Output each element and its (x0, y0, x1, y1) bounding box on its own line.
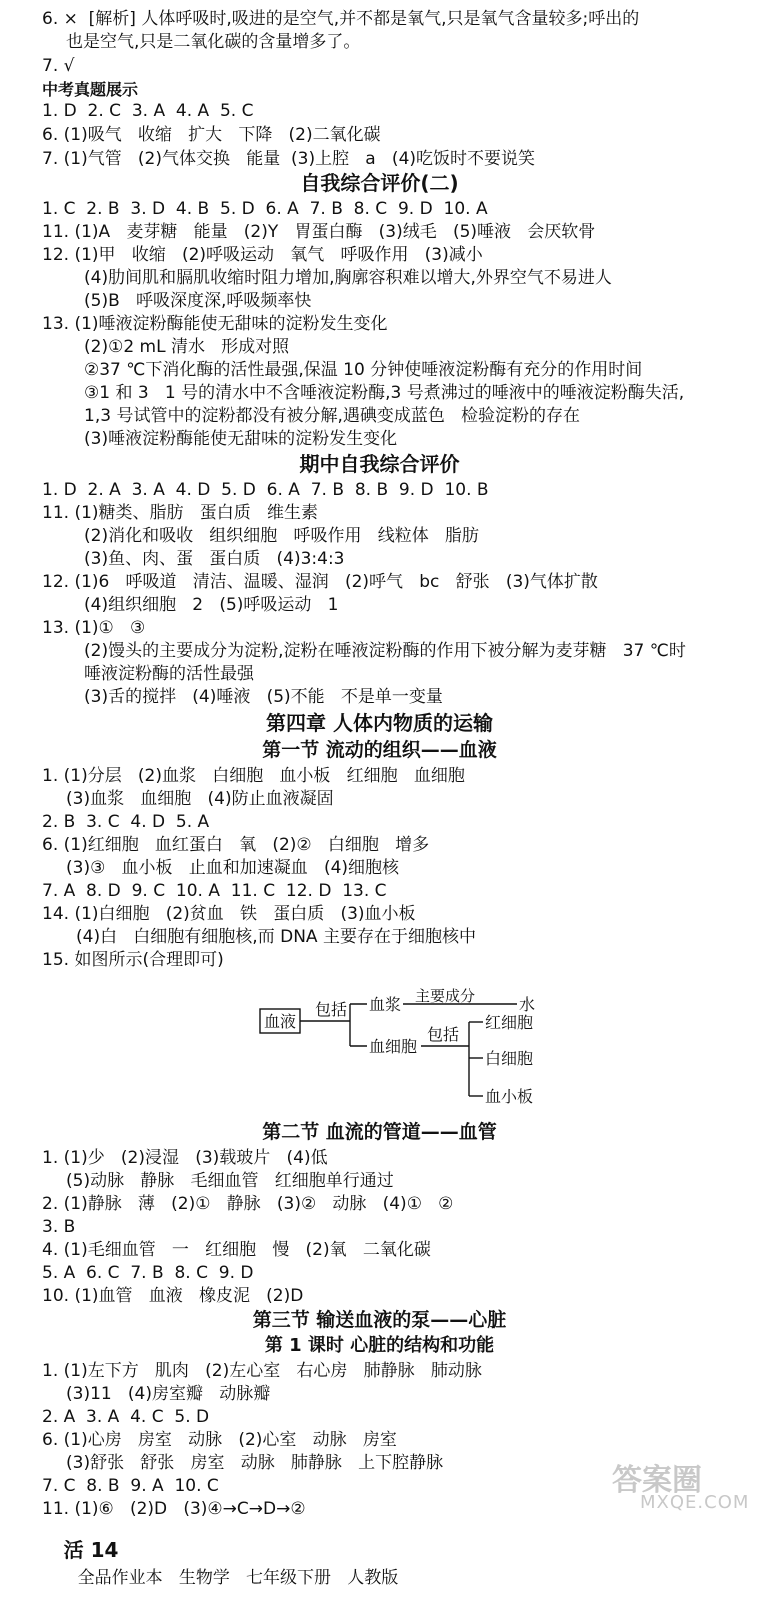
answer-line: (3)血浆 血细胞 (4)防止血液凝固 (66, 789, 334, 809)
answer-line: (5)B 呼吸深度深,呼吸频率快 (84, 291, 312, 311)
blood-composition-diagram (255, 987, 565, 1116)
watermark-logo: 答案圈 (612, 1463, 702, 1498)
answer-line: 13. (1)唾液淀粉酶能使无甜味的淀粉发生变化 (42, 314, 388, 334)
section-title: 期中自我综合评价 (299, 452, 460, 476)
section-title: 第二节 血流的管道——血管 (262, 1121, 497, 1143)
answer-line: (2)馒头的主要成分为淀粉,淀粉在唾液淀粉酶的作用下被分解为麦芽糖 37 ℃时 (84, 641, 686, 661)
answer-line: 1. (1)左下方 肌肉 (2)左心室 右心房 肺静脉 肺动脉 (42, 1361, 482, 1381)
diagram-label-main-component: 主要成分 (415, 987, 476, 1005)
diagram-blood-cells: 血细胞 (369, 1037, 418, 1056)
answer-line: 1. C 2. B 3. D 4. B 5. D 6. A 7. B 8. C 9. D 10. A (42, 199, 488, 219)
chapter-title: 第四章 人体内物质的运输 (266, 711, 493, 735)
answer-line: 6. (1)吸气 收缩 扩大 下降 (2)二氧化碳 (42, 125, 381, 145)
answer-line: (3)舌的搅拌 (4)唾液 (5)不能 不是单一变量 (84, 687, 443, 707)
answer-line: 15. 如图所示(合理即可) (42, 950, 224, 970)
section-heading: 中考真题展示 (42, 80, 139, 99)
answer-line: 1. D 2. C 3. A 4. A 5. C (42, 101, 254, 121)
answer-line: (4)组织细胞 2 (5)呼吸运动 1 (84, 595, 339, 615)
answer-line: 11. (1)糖类、脂肪 蛋白质 维生素 (42, 503, 318, 523)
answer-line: 13. (1)① ③ (42, 618, 146, 638)
answer-line: 6. × [解析] 人体呼吸时,吸进的是空气,并不都是氧气,只是氧气含量较多;呼出的 (42, 9, 640, 29)
book-title: 全品作业本 生物学 七年级下册 人教版 (77, 1568, 399, 1588)
answer-line: 6. (1)心房 房室 动脉 (2)心室 动脉 房室 (42, 1430, 397, 1450)
answer-line: (3)11 (4)房室瓣 动脉瓣 (66, 1384, 271, 1404)
answer-line: 2. B 3. C 4. D 5. A (42, 812, 210, 832)
diagram-rbc: 红细胞 (485, 1013, 534, 1032)
answer-line: 也是空气,只是二氧化碳的含量增多了。 (66, 32, 361, 52)
page-number: 活 14 (63, 1538, 119, 1562)
watermark-site: MXQE.COM (640, 1492, 750, 1513)
answer-line: (4)白 白细胞有细胞核,而 DNA 主要存在于细胞核中 (76, 927, 476, 947)
answer-line: (3)鱼、肉、蛋 蛋白质 (4)3:4:3 (84, 549, 345, 569)
diagram-root: 血液 (264, 1012, 297, 1031)
answer-line: 4. (1)毛细血管 一 红细胞 慢 (2)氧 二氧化碳 (42, 1240, 431, 1260)
section-title: 第一节 流动的组织——血液 (262, 739, 497, 761)
answer-line: (3)舒张 舒张 房室 动脉 肺静脉 上下腔静脉 (66, 1453, 444, 1473)
answer-line: 1. (1)少 (2)浸湿 (3)载玻片 (4)低 (42, 1148, 328, 1168)
answer-line: 唾液淀粉酶的活性最强 (84, 664, 254, 684)
answer-line: 1. (1)分层 (2)血浆 白细胞 血小板 红细胞 血细胞 (42, 766, 465, 786)
diagram-label-includes: 包括 (427, 1025, 460, 1044)
answer-line: (4)肋间肌和膈肌收缩时阻力增加,胸廓容积难以增大,外界空气不易进人 (84, 268, 612, 288)
diagram-water: 水 (519, 995, 536, 1014)
answer-line: 1,3 号试管中的淀粉都没有被分解,遇碘变成蓝色 检验淀粉的存在 (84, 406, 581, 426)
answer-line: ③1 和 3 1 号的清水中不含唾液淀粉酶,3 号煮沸过的唾液中的唾液淀粉酶失活, (84, 383, 685, 403)
answer-line: 11. (1)A 麦芽糖 能量 (2)Y 胃蛋白酶 (3)绒毛 (5)唾液 会厌软骨 (42, 222, 596, 242)
answer-line: 14. (1)白细胞 (2)贫血 铁 蛋白质 (3)血小板 (42, 904, 416, 924)
answer-line: (5)动脉 静脉 毛细血管 红细胞单行通过 (66, 1171, 394, 1191)
answer-line: 11. (1)⑥ (2)D (3)④→C→D→② (42, 1499, 306, 1519)
diagram-plasma: 血浆 (369, 995, 402, 1014)
answer-line: (3)唾液淀粉酶能使无甜味的淀粉发生变化 (84, 429, 398, 449)
lesson-title: 第 1 课时 心脏的结构和功能 (264, 1335, 495, 1356)
answer-line: 10. (1)血管 血液 橡皮泥 (2)D (42, 1286, 304, 1306)
answer-line: 12. (1)6 呼吸道 清洁、温暖、湿润 (2)呼气 bc 舒张 (3)气体扩散 (42, 572, 598, 592)
answer-line: ②37 ℃下消化酶的活性最强,保温 10 分钟使唾液淀粉酶有充分的作用时间 (84, 360, 643, 380)
answer-line: (2)消化和吸收 组织细胞 呼吸作用 线粒体 脂肪 (84, 526, 479, 546)
answer-line: 7. C 8. B 9. A 10. C (42, 1476, 219, 1496)
answer-line: 7. √ (42, 56, 75, 76)
diagram-platelet: 血小板 (485, 1087, 534, 1106)
answer-line: 1. D 2. A 3. A 4. D 5. D 6. A 7. B 8. B 9. D 10. B (42, 480, 489, 500)
diagram-label-includes: 包括 (315, 1000, 348, 1019)
answer-line: 7. (1)气管 (2)气体交换 能量 (3)上腔 a (4)吃饭时不要说笑 (42, 149, 536, 169)
answer-line: (2)①2 mL 清水 形成对照 (84, 337, 290, 357)
section-title: 自我综合评价(二) (300, 171, 459, 195)
diagram-wbc: 白细胞 (485, 1049, 534, 1068)
answer-line: 2. A 3. A 4. C 5. D (42, 1407, 210, 1427)
answer-line: (3)③ 血小板 止血和加速凝血 (4)细胞核 (66, 858, 400, 878)
answer-line: 2. (1)静脉 薄 (2)① 静脉 (3)② 动脉 (4)① ② (42, 1194, 454, 1214)
answer-line: 7. A 8. D 9. C 10. A 11. C 12. D 13. C (42, 881, 387, 901)
answer-line: 3. B (42, 1217, 76, 1237)
answer-line: 5. A 6. C 7. B 8. C 9. D (42, 1263, 254, 1283)
answer-line: 12. (1)甲 收缩 (2)呼吸运动 氧气 呼吸作用 (3)减小 (42, 245, 483, 265)
answer-line: 6. (1)红细胞 血红蛋白 氧 (2)② 白细胞 增多 (42, 835, 430, 855)
section-title: 第三节 输送血液的泵——心脏 (252, 1309, 507, 1331)
page-footer (42, 1514, 398, 1608)
